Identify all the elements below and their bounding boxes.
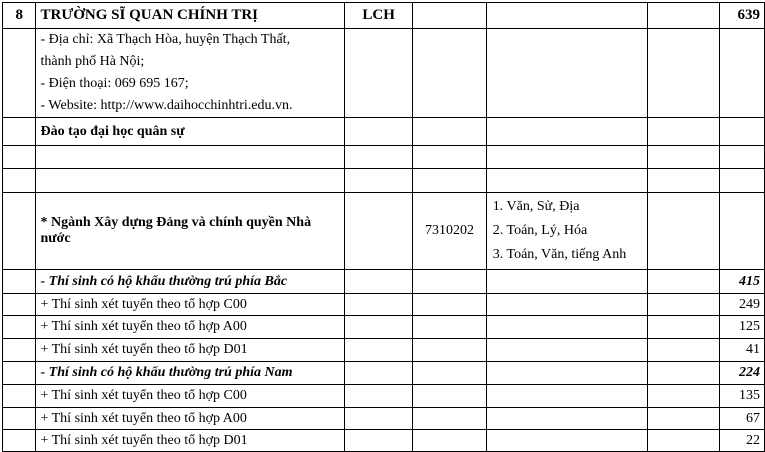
quota-row <box>3 294 765 316</box>
quota-label: + Thí sinh xét tuyển theo tổ hợp D01 <box>36 339 345 362</box>
quota-label: + Thí sinh xét tuyển theo tổ hợp D01 <box>36 430 345 452</box>
school-code: LCH <box>345 3 413 29</box>
quota-value: 249 <box>720 294 765 316</box>
quota-row-north <box>3 270 765 294</box>
school-total: 639 <box>720 3 765 29</box>
quota-row-south <box>3 362 765 385</box>
address-line: - Địa chỉ: Xã Thạch Hòa, huyện Thạch Thất, <box>40 32 291 47</box>
school-index: 8 <box>3 3 36 29</box>
quota-row <box>3 430 765 452</box>
admission-table <box>2 2 765 452</box>
combination-item: 3. Toán, Văn, tiếng Anh <box>492 247 627 262</box>
school-row <box>3 3 765 29</box>
quota-value: 41 <box>720 339 765 362</box>
quota-value: 224 <box>720 362 765 385</box>
combination-item: 2. Toán, Lý, Hóa <box>492 223 588 238</box>
address-line: thành phố Hà Nội; <box>40 54 145 69</box>
quota-label: + Thí sinh xét tuyển theo tổ hợp C00 <box>36 385 345 408</box>
quota-value: 415 <box>720 270 765 294</box>
quota-value: 135 <box>720 385 765 408</box>
major-name: * Ngành Xây dựng Đảng và chính quyền Nhà nước <box>36 193 345 270</box>
school-name: TRƯỜNG SĨ QUAN CHÍNH TRỊ <box>36 3 345 29</box>
empty-row <box>3 169 765 193</box>
subject-combinations <box>486 193 647 270</box>
empty-row <box>3 146 765 169</box>
quota-value: 125 <box>720 316 765 339</box>
section-title: Đào tạo đại học quân sự <box>36 118 345 146</box>
address-row <box>3 29 765 118</box>
school-address <box>36 29 345 118</box>
quota-value: 22 <box>720 430 765 452</box>
quota-label: - Thí sinh có hộ khẩu thường trú phía Nam <box>36 362 345 385</box>
quota-row <box>3 408 765 430</box>
major-row <box>3 193 765 270</box>
quota-row <box>3 316 765 339</box>
quota-label: + Thí sinh xét tuyển theo tổ hợp A00 <box>36 408 345 430</box>
quota-label: + Thí sinh xét tuyển theo tổ hợp A00 <box>36 316 345 339</box>
combination-item: 1. Văn, Sử, Địa <box>492 199 580 214</box>
website-line: - Website: http://www.daihocchinhtri.edu.vn. <box>40 98 293 113</box>
quota-label: + Thí sinh xét tuyển theo tổ hợp C00 <box>36 294 345 316</box>
quota-row <box>3 385 765 408</box>
quota-value: 67 <box>720 408 765 430</box>
quota-label: - Thí sinh có hộ khẩu thường trú phía Bắc <box>36 270 345 294</box>
section-row <box>3 118 765 146</box>
major-code: 7310202 <box>413 193 487 270</box>
quota-row <box>3 339 765 362</box>
phone-line: - Điện thoại: 069 695 167; <box>40 76 189 91</box>
